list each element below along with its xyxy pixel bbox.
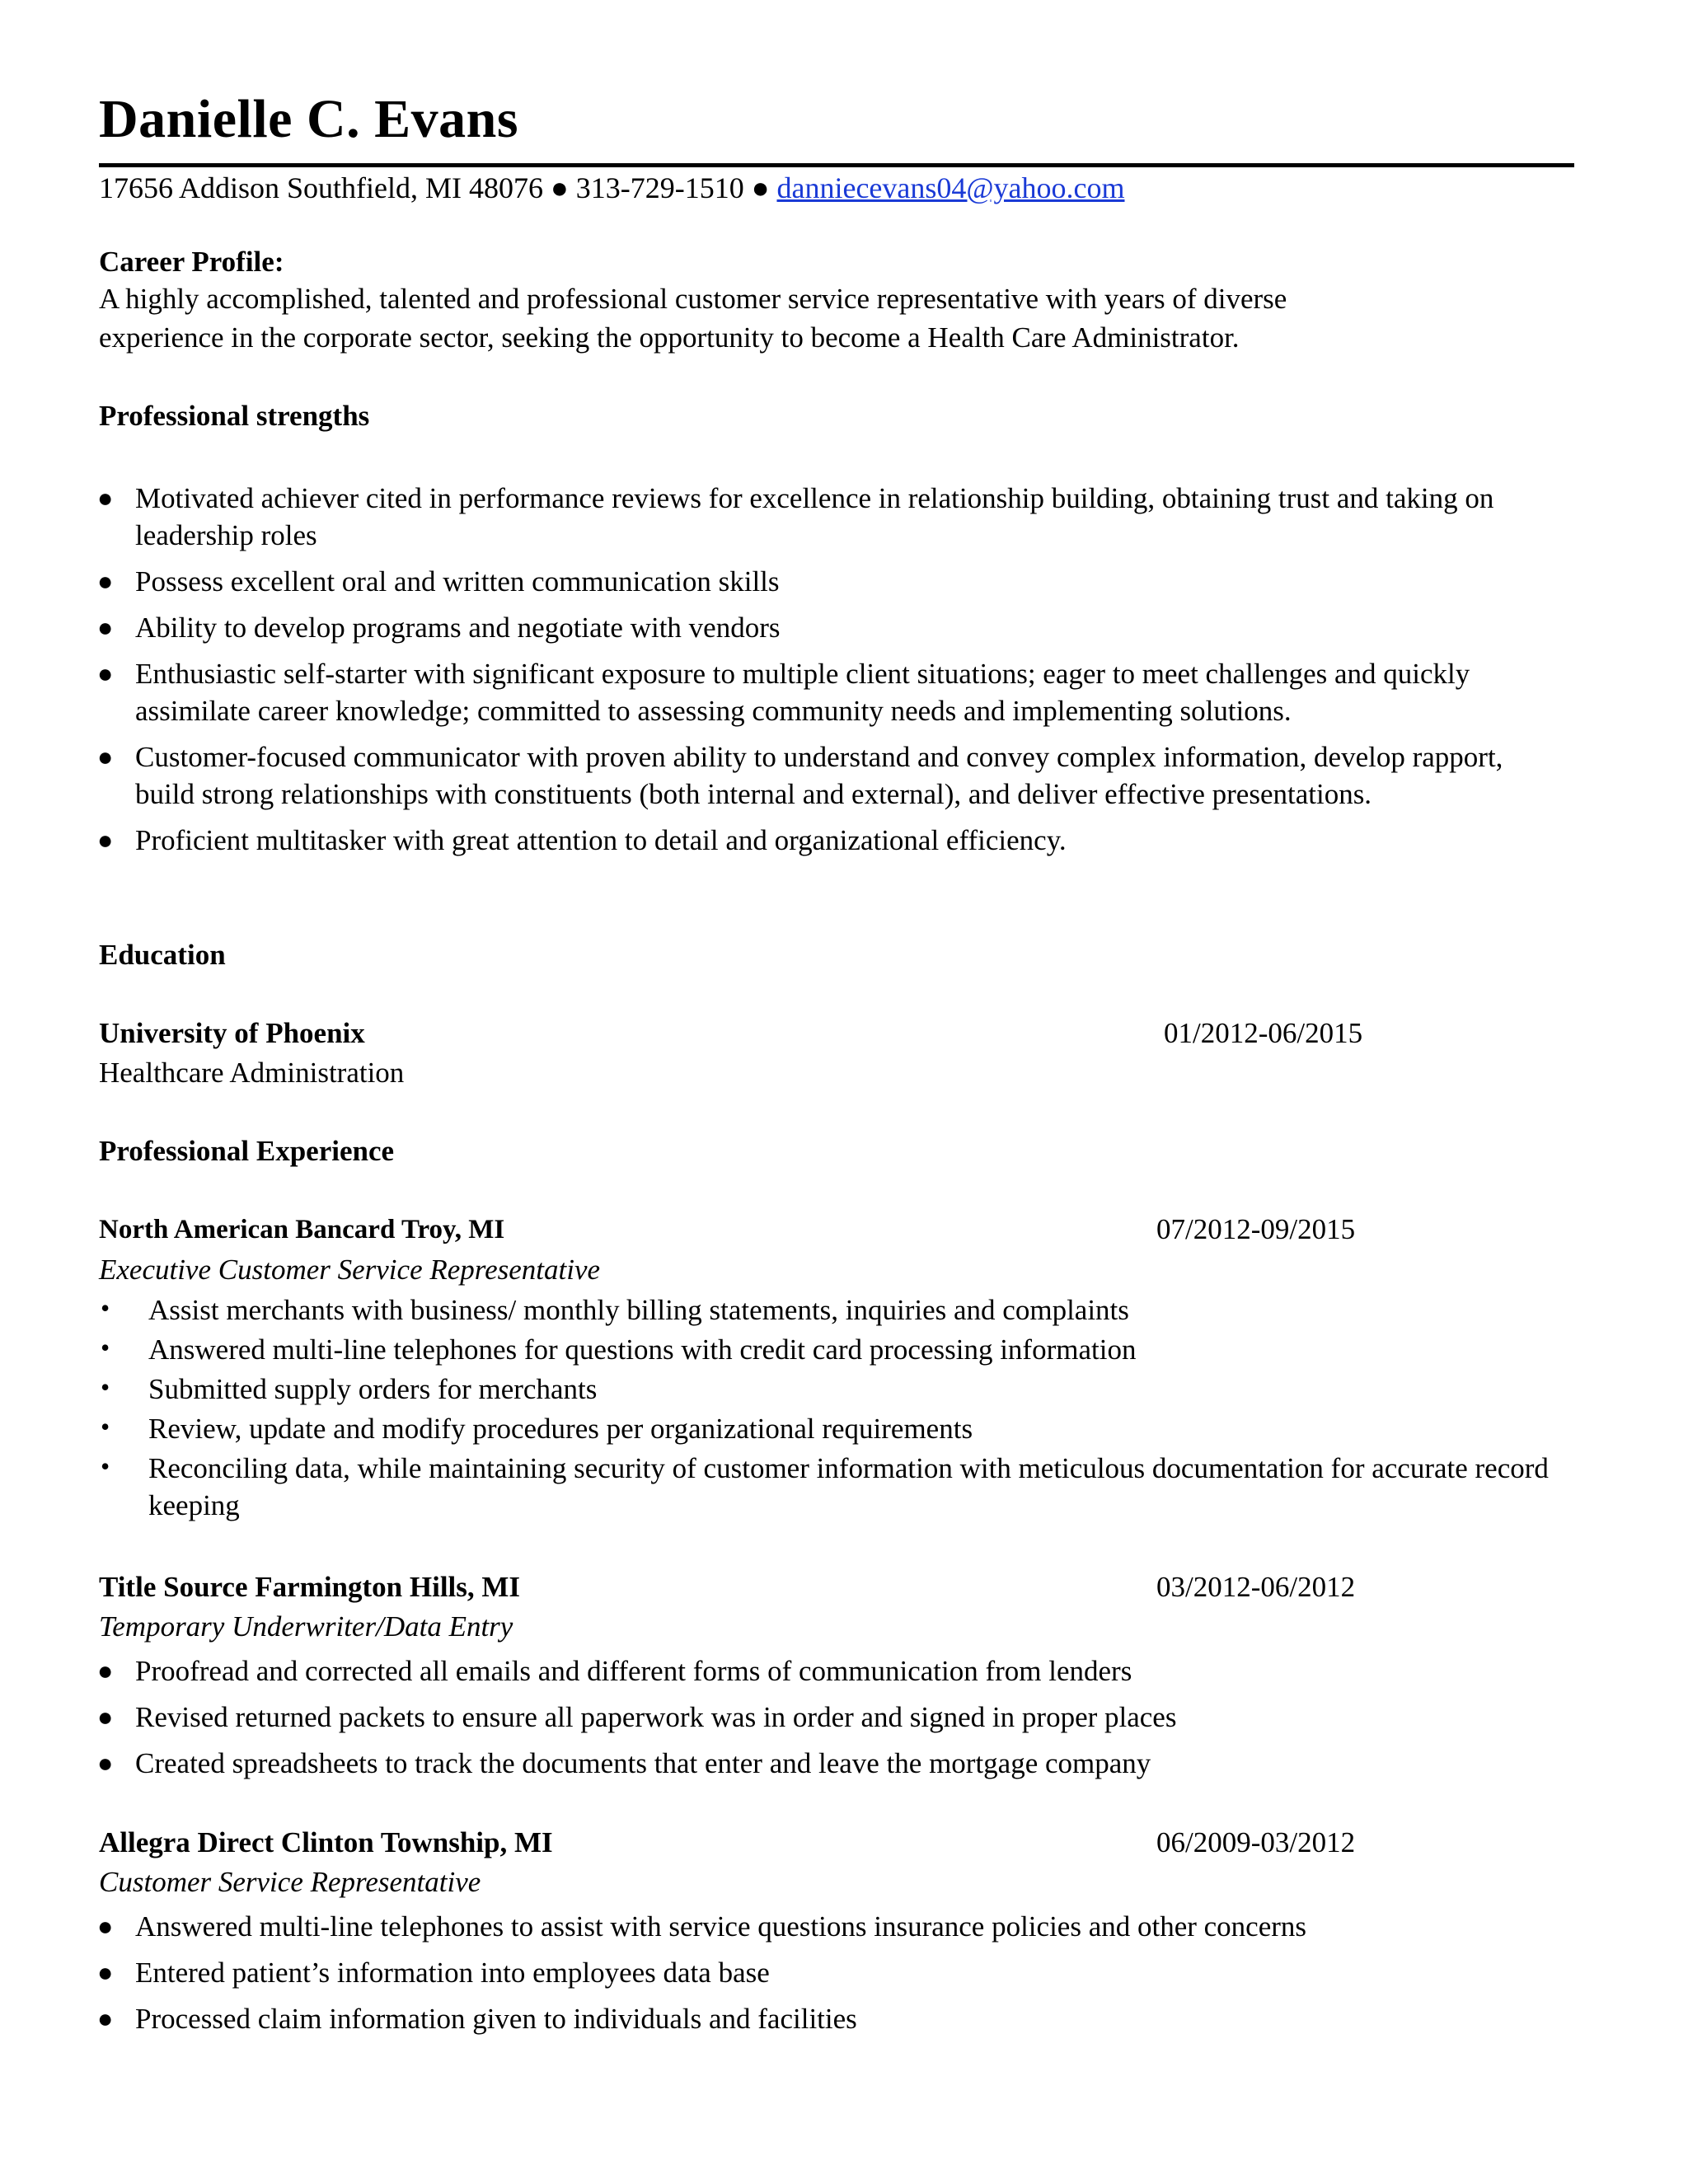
list-item-text: Created spreadsheets to track the documents that enter and leave the mortgage company	[135, 1747, 1151, 1779]
list-item	[97, 2000, 1553, 2037]
job-dates: 06/2009-03/2012	[1156, 1826, 1356, 1858]
email-link[interactable]: danniecevans04@yahoo.com	[776, 171, 1125, 204]
contact-details: 17656 Addison Southfield, MI 48076 ● 313-729-1510 ●	[99, 171, 777, 204]
bullet-icon: •	[101, 1451, 110, 1481]
career-profile-heading: Career Profile:	[99, 246, 284, 278]
list-item-text: Reconciling data, while maintaining security of customer information with meticulous documentation for accurate record keeping	[148, 1452, 1549, 1521]
list-item-text: Entered patient’s information into employees data base	[135, 1957, 770, 1989]
bullet-icon: ●	[97, 1911, 114, 1941]
list-item-text: Motivated achiever cited in performance reviews for excellence in relationship building, obtaining trust and taking on leadership roles	[135, 482, 1494, 551]
bullet-icon: ●	[97, 742, 114, 771]
career-profile-line: experience in the corporate sector, seeking the opportunity to become a Health Care Administrator.	[99, 321, 1240, 354]
bullet-icon: ●	[97, 1748, 114, 1778]
list-item-text: Assist merchants with business/ monthly billing statements, inquiries and complaints	[148, 1294, 1129, 1326]
bullet-icon: ●	[97, 1656, 114, 1685]
education-heading: Education	[99, 939, 226, 971]
job-duties-list	[101, 1291, 1550, 1526]
list-item-text: Revised returned packets to ensure all paperwork was in order and signed in proper places	[135, 1701, 1177, 1733]
list-item	[101, 1331, 1550, 1368]
career-profile-text	[99, 279, 1500, 357]
bullet-icon: •	[101, 1412, 110, 1441]
strengths-list	[97, 480, 1553, 868]
list-item-text: Answered multi-line telephones for questions with credit card processing information	[148, 1333, 1137, 1366]
list-item	[101, 1410, 1550, 1447]
list-item	[101, 1291, 1550, 1329]
job-company: North American Bancard Troy, MI	[99, 1215, 505, 1244]
list-item-text: Enthusiastic self-starter with significant exposure to multiple client situations; eager to meet challenges and quickly assimilate career knowledge; committed to assessing community needs and implementing solutions.	[135, 658, 1470, 727]
list-item-text: Answered multi-line telephones to assist with service questions insurance policies and other concerns	[135, 1910, 1307, 1943]
list-item-text: Possess excellent oral and written communication skills	[135, 565, 780, 598]
list-item-text: Proofread and corrected all emails and different forms of communication from lenders	[135, 1655, 1132, 1687]
list-item-text: Proficient multitasker with great attention to detail and organizational efficiency.	[135, 824, 1067, 856]
job-title: Customer Service Representative	[99, 1866, 481, 1898]
bullet-icon: ●	[97, 825, 114, 855]
bullet-icon: •	[101, 1372, 110, 1402]
list-item	[101, 1450, 1550, 1524]
job-title: Executive Customer Service Representative	[99, 1254, 601, 1286]
job-title: Temporary Underwriter/Data Entry	[99, 1610, 513, 1643]
bullet-icon: ●	[97, 1702, 114, 1732]
list-item-text: Processed claim information given to individuals and facilities	[135, 2003, 857, 2035]
list-item	[97, 738, 1553, 813]
strengths-heading: Professional strengths	[99, 400, 370, 432]
list-item	[97, 609, 1553, 646]
bullet-icon: ●	[97, 612, 114, 642]
list-item	[97, 1954, 1553, 1991]
list-item	[97, 655, 1553, 729]
list-item	[97, 1699, 1553, 1736]
list-item	[97, 1908, 1553, 1945]
job-company: Title Source Farmington Hills, MI	[99, 1571, 521, 1603]
contact-line	[99, 170, 1125, 206]
list-item-text: Customer-focused communicator with proven ability to understand and convey complex information, develop rapport, build strong relationships with constituents (both internal and external), and deliver effective presentations.	[135, 741, 1503, 810]
bullet-icon: ●	[97, 1957, 114, 1987]
bullet-icon: ●	[97, 658, 114, 688]
experience-heading: Professional Experience	[99, 1135, 395, 1167]
list-item	[97, 1745, 1553, 1782]
list-item-text: Review, update and modify procedures per organizational requirements	[148, 1413, 973, 1445]
list-item	[101, 1371, 1550, 1408]
bullet-icon: ●	[97, 483, 114, 513]
list-item	[97, 563, 1553, 600]
job-dates: 07/2012-09/2015	[1156, 1213, 1356, 1245]
header-divider	[99, 163, 1574, 167]
list-item-text: Ability to develop programs and negotiate with vendors	[135, 612, 781, 644]
job-company: Allegra Direct Clinton Township, MI	[99, 1826, 553, 1858]
education-program: Healthcare Administration	[99, 1057, 405, 1089]
applicant-name: Danielle C. Evans	[99, 89, 519, 149]
list-item	[97, 822, 1553, 859]
bullet-icon: ●	[97, 566, 114, 596]
school-name: University of Phoenix	[99, 1017, 365, 1049]
bullet-icon: •	[101, 1293, 110, 1323]
list-item-text: Submitted supply orders for merchants	[148, 1373, 598, 1405]
job-duties-list	[97, 1908, 1553, 2046]
list-item	[97, 480, 1553, 554]
bullet-icon: •	[101, 1333, 110, 1362]
education-dates: 01/2012-06/2015	[1164, 1017, 1363, 1049]
list-item	[97, 1652, 1553, 1690]
job-dates: 03/2012-06/2012	[1156, 1571, 1356, 1603]
job-duties-list	[97, 1652, 1553, 1791]
bullet-icon: ●	[97, 2004, 114, 2033]
career-profile-line: A highly accomplished, talented and professional customer service representative with years of diverse	[99, 283, 1287, 315]
